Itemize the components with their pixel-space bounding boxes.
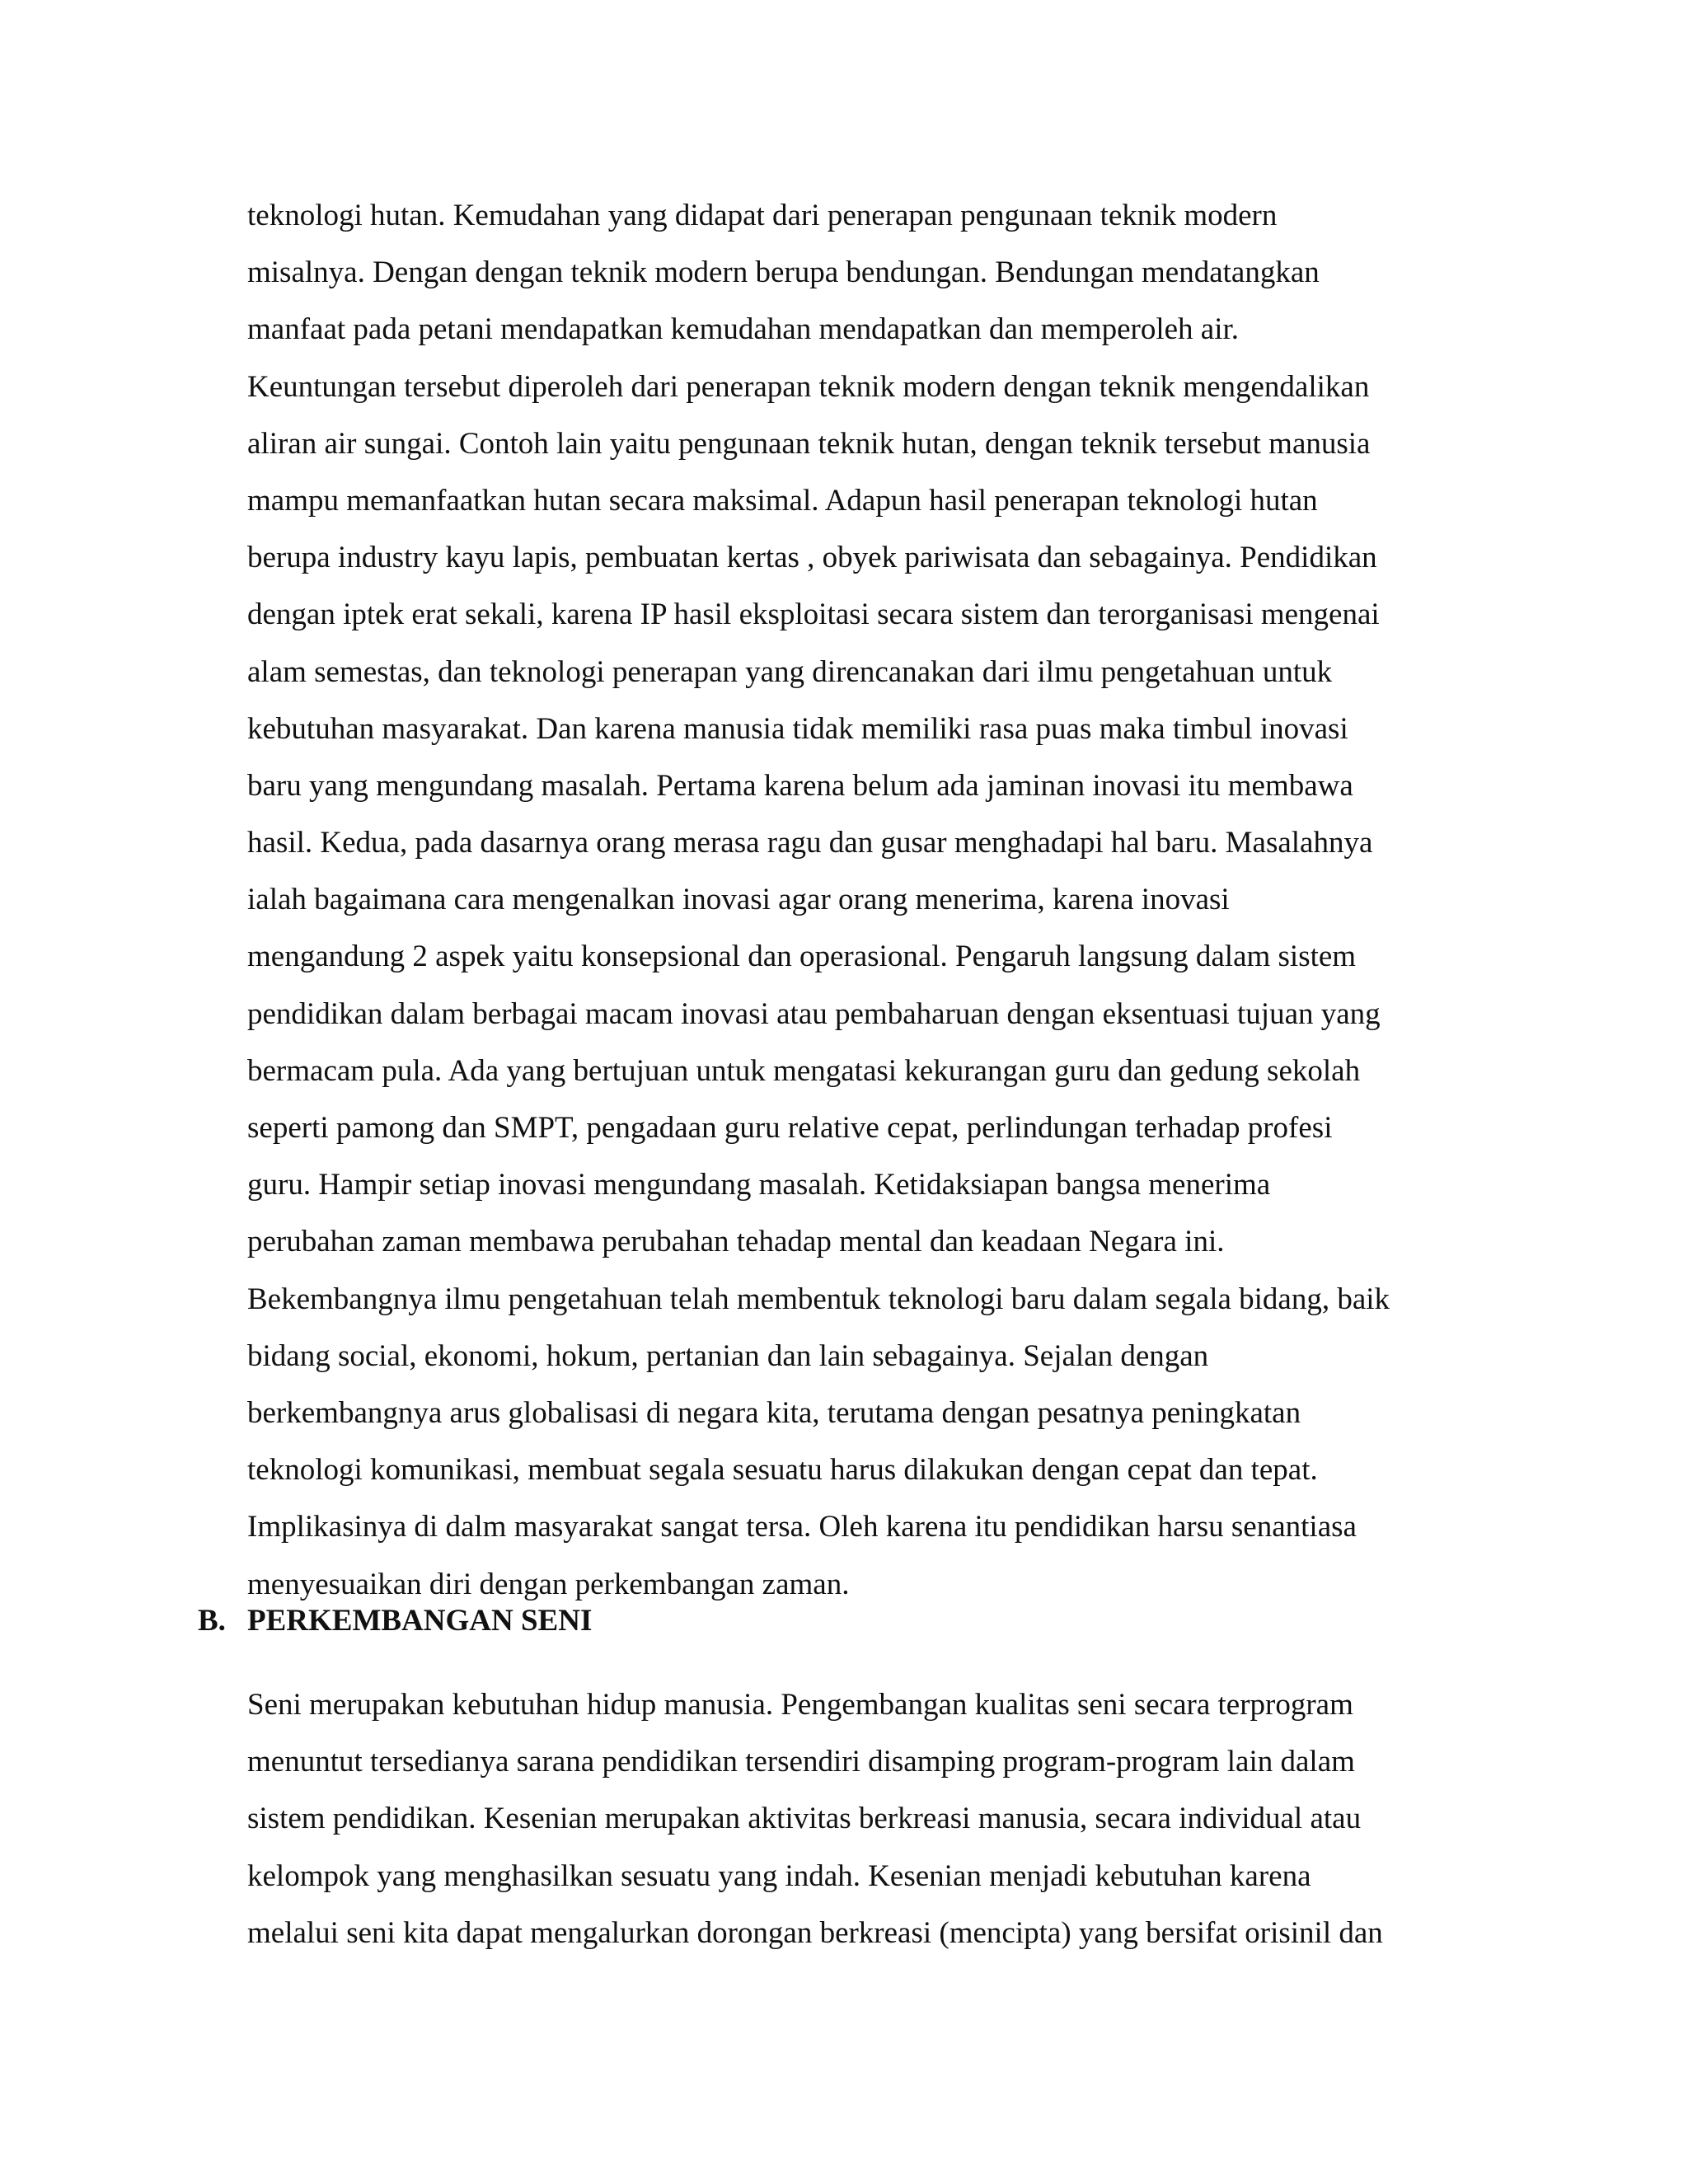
section-marker: B.	[198, 1604, 226, 1638]
text-line: baru yang mengundang masalah. Pertama karena belum ada jaminan inovasi itu membawa	[247, 768, 1353, 803]
text-line: misalnya. Dengan dengan teknik modern berupa bendungan. Bendungan mendatangkan	[247, 255, 1320, 290]
text-line: pendidikan dalam berbagai macam inovasi atau pembaharuan dengan eksentuasi tujuan yang	[247, 996, 1381, 1031]
text-line: berkembangnya arus globalisasi di negara kita, terutama dengan pesatnya peningkatan	[247, 1395, 1301, 1430]
text-line: mengandung 2 aspek yaitu konsepsional dan operasional. Pengaruh langsung dalam sistem	[247, 940, 1357, 974]
text-line: sistem pendidikan. Kesenian merupakan aktivitas berkreasi manusia, secara individual atau	[247, 1802, 1362, 1836]
text-line: alam semestas, dan teknologi penerapan yang direncanakan dari ilmu pengetahuan untuk	[247, 654, 1333, 689]
text-line: berupa industry kayu lapis, pembuatan kertas , obyek pariwisata dan sebagainya. Pendidikan	[247, 541, 1377, 575]
text-line: menyesuaikan diri dengan perkembangan zaman.	[247, 1567, 850, 1601]
text-line: teknologi hutan. Kemudahan yang didapat dari penerapan pengunaan teknik modern	[247, 199, 1278, 232]
text-line: manfaat pada petani mendapatkan kemudahan mendapatkan dan memperoleh air.	[247, 312, 1240, 347]
section-title: PERKEMBANGAN SENI	[247, 1604, 593, 1638]
text-line: Keuntungan tersebut diperoleh dari penerapan teknik modern dengan teknik mengendalikan	[247, 369, 1370, 404]
text-line: perubahan zaman membawa perubahan tehadap mental dan keadaan Negara ini.	[247, 1225, 1225, 1259]
text-line: seperti pamong dan SMPT, pengadaan guru relative cepat, perlindungan terhadap profesi	[247, 1111, 1333, 1145]
text-line: bermacam pula. Ada yang bertujuan untuk mengatasi kekurangan guru dan gedung sekolah	[247, 1053, 1361, 1088]
text-line: Seni merupakan kebutuhan hidup manusia. Pengembangan kualitas seni secara terprogram	[247, 1688, 1353, 1722]
paragraph-1	[247, 187, 1467, 1613]
text-line: menuntut tersedianya sarana pendidikan tersendiri disamping program-program lain dalam	[247, 1745, 1355, 1779]
section-heading	[198, 1592, 592, 1649]
text-line: teknologi komunikasi, membuat segala sesuatu harus dilakukan dengan cepat dan tepat.	[247, 1453, 1318, 1488]
text-line: dengan iptek erat sekali, karena IP hasil eksploitasi secara sistem dan terorganisasi mengenai	[247, 598, 1380, 632]
text-line: bidang social, ekonomi, hokum, pertanian dan lain sebagainya. Sejalan dengan	[247, 1338, 1209, 1373]
text-line: mampu memanfaatkan hutan secara maksimal. Adapun hasil penerapan teknologi hutan	[247, 483, 1318, 518]
paragraph-2	[247, 1676, 1467, 1961]
text-line: guru. Hampir setiap inovasi mengundang masalah. Ketidaksiapan bangsa menerima	[247, 1168, 1271, 1202]
text-line: ialah bagaimana cara mengenalkan inovasi agar orang menerima, karena inovasi	[247, 883, 1230, 917]
text-line: Implikasinya di dalm masyarakat sangat tersa. Oleh karena itu pendidikan harsu senantiasa	[247, 1510, 1357, 1544]
text-line: aliran air sungai. Contoh lain yaitu pengunaan teknik hutan, dengan teknik tersebut manusia	[247, 426, 1371, 461]
text-line: hasil. Kedua, pada dasarnya orang merasa ragu dan gusar menghadapi hal baru. Masalahnya	[247, 826, 1373, 860]
text-line: kelompok yang menghasilkan sesuatu yang indah. Kesenian menjadi kebutuhan karena	[247, 1858, 1311, 1893]
text-line: Bekembangnya ilmu pengetahuan telah membentuk teknologi baru dalam segala bidang, baik	[247, 1282, 1390, 1316]
text-line: kebutuhan masyarakat. Dan karena manusia tidak memiliki rasa puas maka timbul inovasi	[247, 711, 1348, 746]
text-line: melalui seni kita dapat mengalurkan dorongan berkreasi (mencipta) yang bersifat orisinil dan	[247, 1915, 1383, 1950]
